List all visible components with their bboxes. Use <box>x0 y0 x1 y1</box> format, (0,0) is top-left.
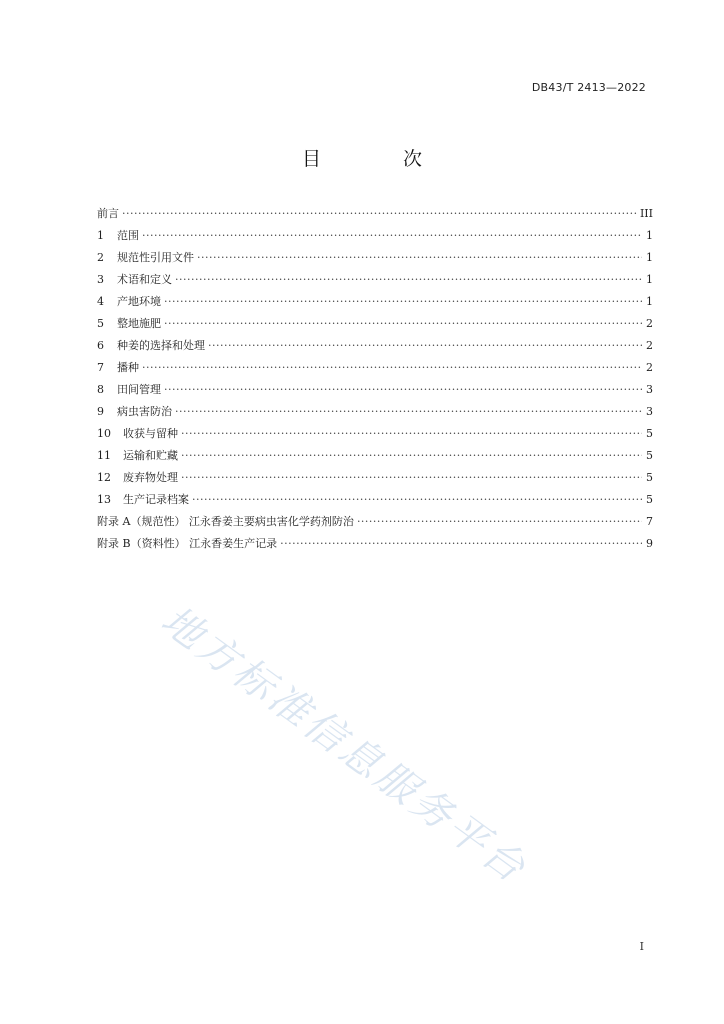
page-number: I <box>639 940 644 953</box>
toc-entry-11[interactable] <box>97 445 653 467</box>
toc-leader-dots <box>181 445 642 467</box>
toc-leader-dots <box>142 357 642 379</box>
toc-entry-page: 1 <box>646 295 653 308</box>
toc-entry-7[interactable] <box>97 357 653 379</box>
toc-entry-10[interactable] <box>97 423 653 445</box>
toc-leader-dots <box>164 379 642 401</box>
toc-entry-foreword[interactable] <box>97 203 653 225</box>
toc-leader-dots <box>181 423 642 445</box>
toc-entry-page: 7 <box>646 515 653 528</box>
toc-leader-dots <box>192 489 642 511</box>
toc-entry-4[interactable] <box>97 291 653 313</box>
toc-entry-page: 5 <box>646 427 653 440</box>
toc-leader-dots <box>181 467 642 489</box>
toc-entry-page: 5 <box>646 493 653 506</box>
toc-entry-label: 3 术语和定义 <box>97 273 172 286</box>
toc-leader-dots <box>197 247 642 269</box>
page-title: 目 次 <box>301 148 461 170</box>
toc-entry-appendix-b[interactable] <box>97 533 653 555</box>
toc-entry-6[interactable] <box>97 335 653 357</box>
toc-entry-page: 2 <box>646 361 653 374</box>
toc-entry-label: 前言 <box>97 207 119 220</box>
toc-entry-1[interactable] <box>97 225 653 247</box>
toc-leader-dots <box>175 269 642 291</box>
document-code: DB43/T 2413—2022 <box>531 81 646 94</box>
toc-entry-label: 12 废弃物处理 <box>97 471 178 484</box>
toc-entry-label: 10 收获与留种 <box>97 427 178 440</box>
toc-entry-label: 9 病虫害防治 <box>97 405 172 418</box>
toc-entry-page: 1 <box>646 251 653 264</box>
toc-entry-appendix-a[interactable] <box>97 511 653 533</box>
toc-entry-2[interactable] <box>97 247 653 269</box>
toc-leader-dots <box>164 291 642 313</box>
toc-entry-8[interactable] <box>97 379 653 401</box>
toc-entry-label: 1 范围 <box>97 229 139 242</box>
toc-entry-13[interactable] <box>97 489 653 511</box>
toc-entry-12[interactable] <box>97 467 653 489</box>
toc-entry-label: 11 运输和贮藏 <box>97 449 178 462</box>
toc-leader-dots <box>142 225 642 247</box>
toc-leader-dots <box>280 533 642 555</box>
toc-entry-label: 2 规范性引用文件 <box>97 251 194 264</box>
toc-entry-label: 8 田间管理 <box>97 383 161 396</box>
toc-entry-page: 3 <box>646 383 653 396</box>
toc-entry-page: 5 <box>646 449 653 462</box>
toc-entry-page: 9 <box>646 537 653 550</box>
toc-entry-label: 5 整地施肥 <box>97 317 161 330</box>
toc-entry-5[interactable] <box>97 313 653 335</box>
toc-entry-label: 附录 A（规范性） 江永香姜主要病虫害化学药剂防治 <box>97 515 354 528</box>
watermark: 地方标准信息服务平台 <box>152 597 536 894</box>
toc-entry-page: 1 <box>646 273 653 286</box>
toc-entry-page: 1 <box>646 229 653 242</box>
toc-leader-dots <box>357 511 642 533</box>
table-of-contents <box>97 203 653 555</box>
toc-entry-label: 4 产地环境 <box>97 295 161 308</box>
toc-entry-page: 2 <box>646 317 653 330</box>
toc-leader-dots <box>208 335 642 357</box>
toc-entry-label: 附录 B（资料性） 江永香姜生产记录 <box>97 537 278 550</box>
toc-entry-page: III <box>639 207 653 220</box>
toc-entry-page: 3 <box>646 405 653 418</box>
toc-entry-page: 2 <box>646 339 653 352</box>
toc-entry-label: 6 种姜的选择和处理 <box>97 339 205 352</box>
toc-entry-9[interactable] <box>97 401 653 423</box>
toc-leader-dots <box>122 203 637 225</box>
toc-entry-label: 7 播种 <box>97 361 139 374</box>
toc-entry-3[interactable] <box>97 269 653 291</box>
toc-leader-dots <box>164 313 642 335</box>
toc-entry-label: 13 生产记录档案 <box>97 493 189 506</box>
toc-leader-dots <box>175 401 642 423</box>
toc-entry-page: 5 <box>646 471 653 484</box>
